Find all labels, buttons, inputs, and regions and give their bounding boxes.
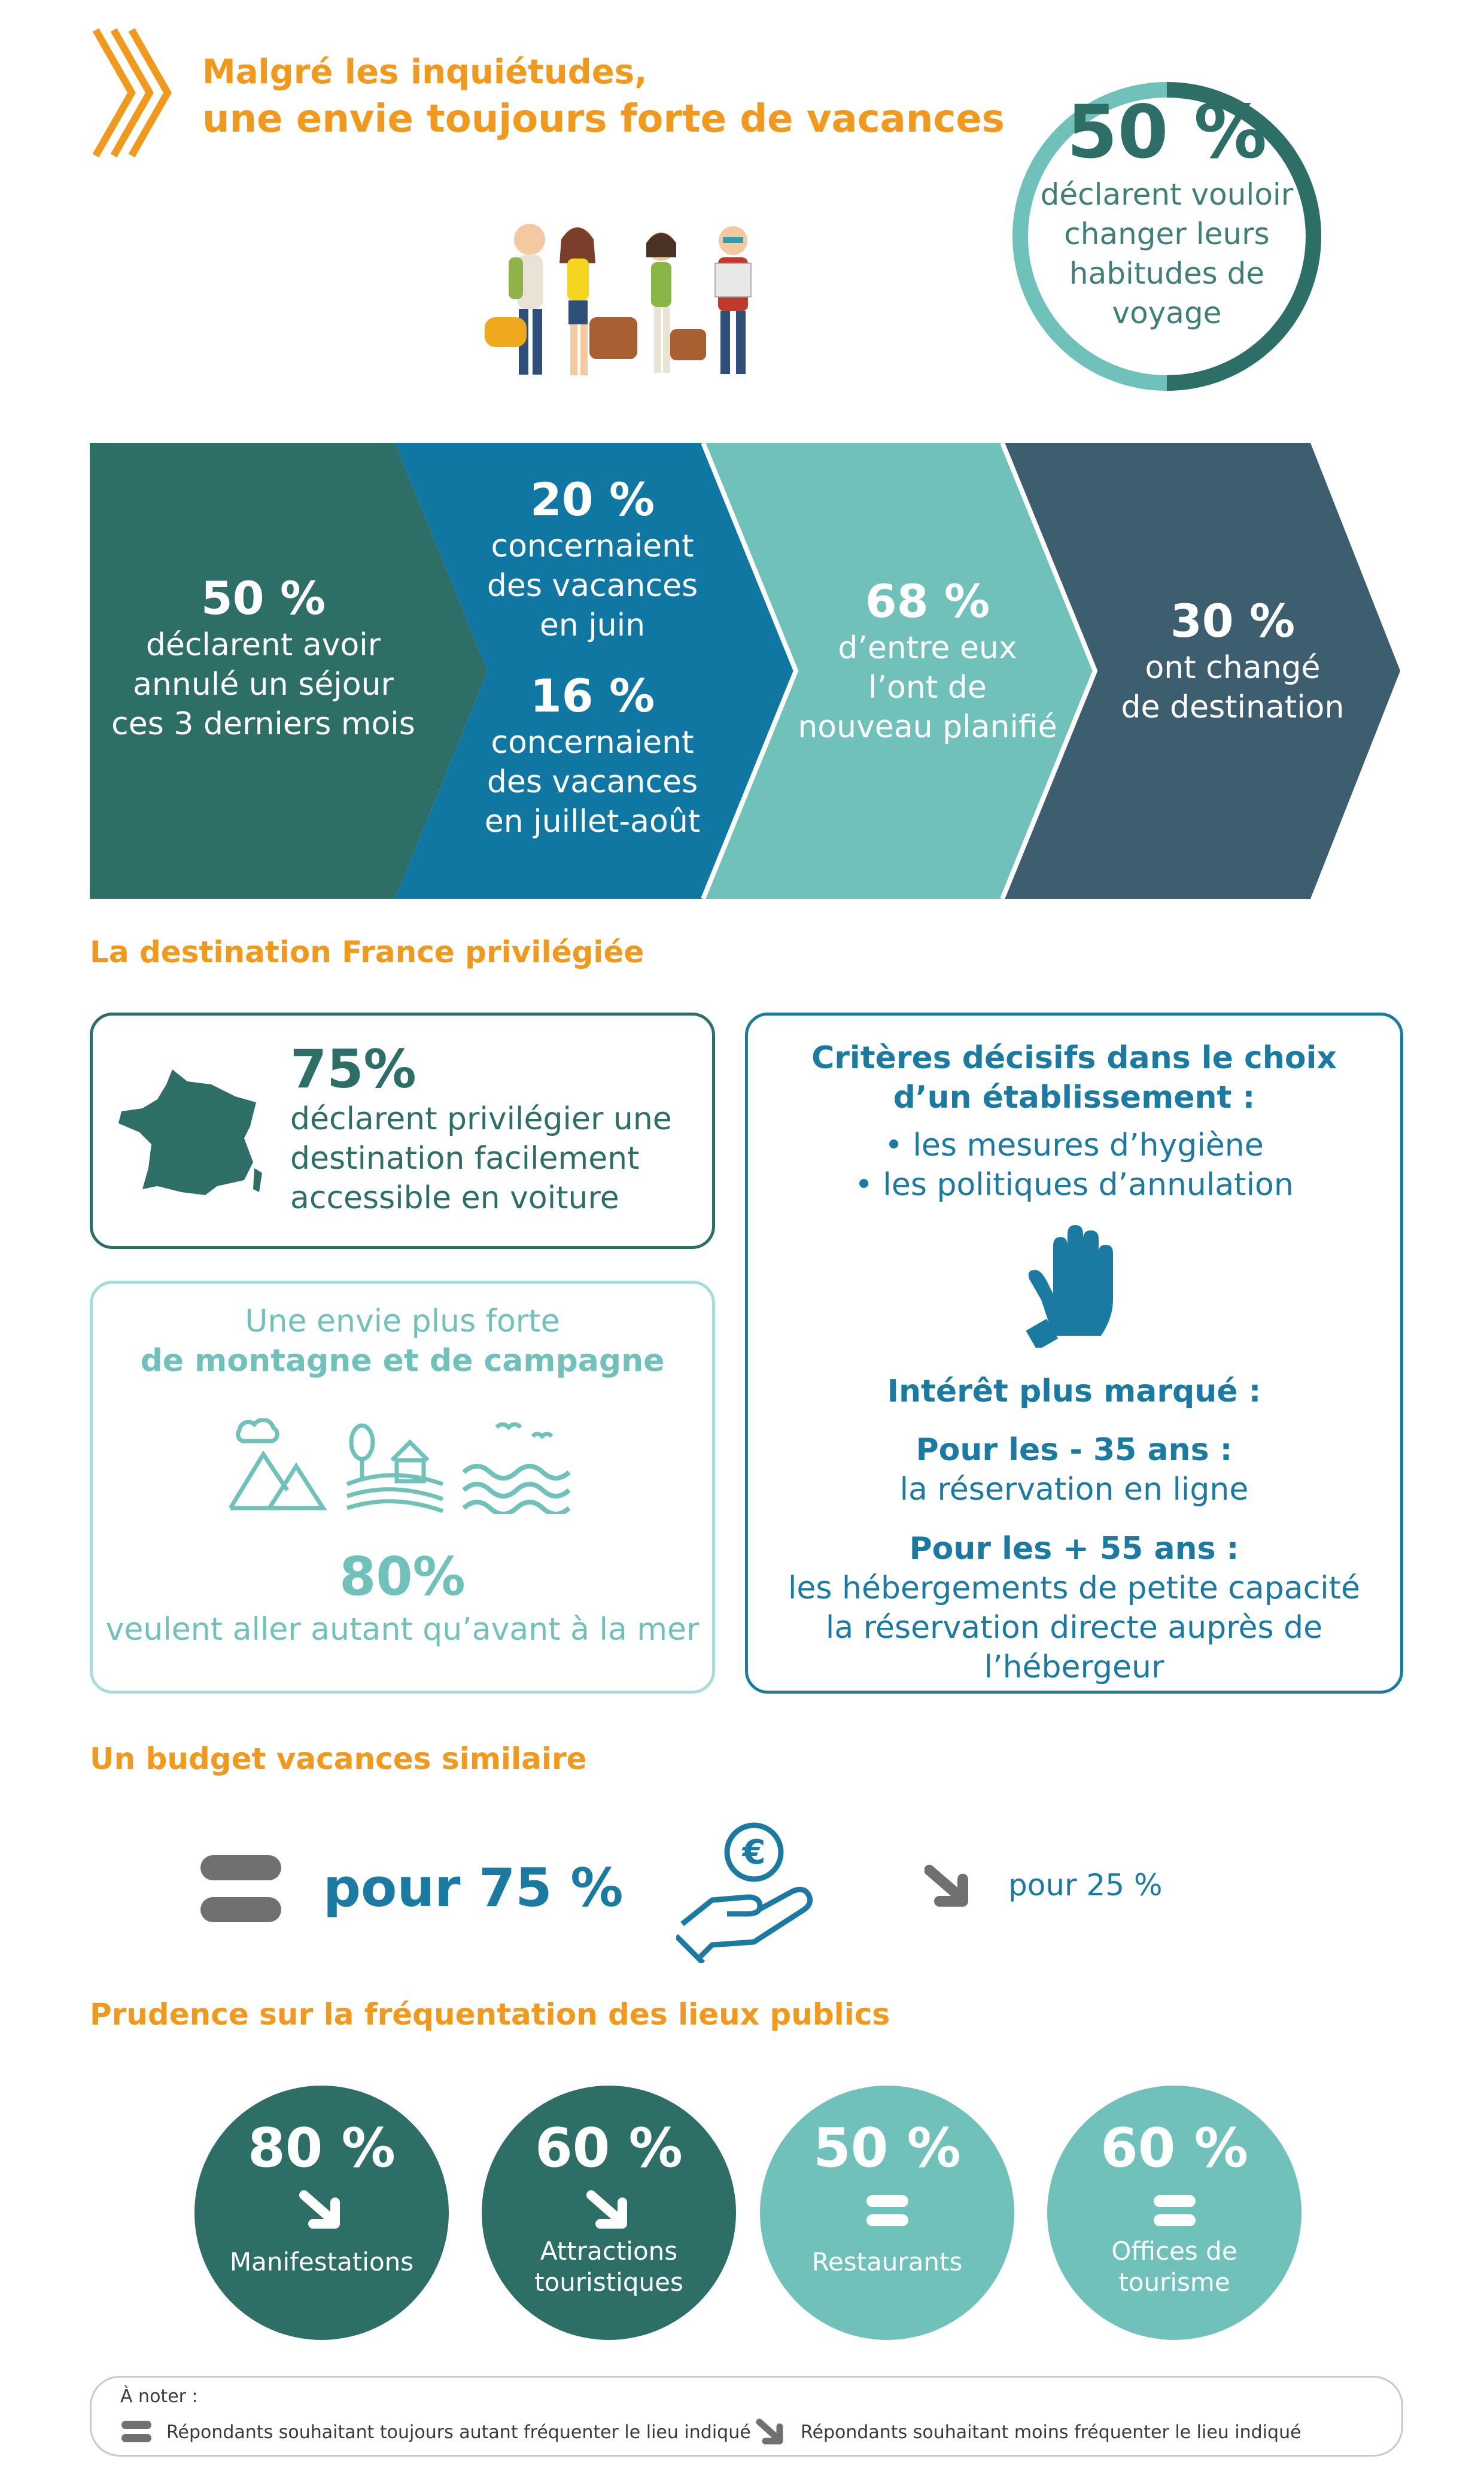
chevron2-line: concernaient	[491, 528, 694, 564]
budget-same-pct: pour 75 %	[323, 1857, 624, 1919]
budget-down-pct: pour 25 %	[1008, 1868, 1163, 1902]
note-down-label: Répondants souhaitant moins fréquenter le lieu indiqué	[801, 2422, 1301, 2443]
chevron2-line: en juillet-août	[484, 804, 701, 840]
equal-icon	[200, 1855, 281, 1924]
section-title-public: Prudence sur la fréquentation des lieux publics	[90, 1997, 890, 2032]
trend-down-arrow-icon	[925, 1864, 972, 1909]
chevron2-line: en juin	[539, 607, 646, 643]
car-line: destination facilement	[290, 1141, 640, 1177]
svg-text:€: €	[742, 1833, 766, 1872]
chevron-logo-icon	[90, 24, 174, 162]
sea-line: veulent aller autant qu’avant à la mer	[105, 1612, 700, 1648]
chevron3-line: d’entre eux	[838, 630, 1017, 666]
chevron2-line: des vacances	[486, 568, 698, 604]
glove-icon	[1017, 1222, 1137, 1348]
car-line: accessible en voiture	[290, 1180, 619, 1216]
money-hand-icon	[676, 1819, 820, 1963]
car-box	[90, 1013, 715, 1249]
senior-line: la réservation directe auprès de l’hébergeur	[825, 1610, 1323, 1685]
criteria-box	[745, 1013, 1403, 1694]
header-line1: Malgré les inquiétudes,	[202, 53, 647, 92]
ring-line: déclarent vouloir	[1040, 177, 1294, 212]
trend-down-arrow-icon	[756, 2418, 786, 2445]
criteria-title2: d’un établissement :	[893, 1080, 1255, 1116]
chevron3-line: nouveau planifié	[798, 709, 1057, 745]
nature-line1: Une envie plus forte	[245, 1303, 560, 1339]
public-pct: 50 %	[813, 2117, 961, 2180]
car-line: déclarent privilégier une	[290, 1101, 672, 1137]
chevron2-line: des vacances	[486, 764, 698, 800]
chevron1-pct: 50 %	[200, 572, 326, 625]
note-same-label: Répondants souhaitant toujours autant fréquenter le lieu indiqué	[166, 2422, 751, 2443]
equal-icon	[1151, 2189, 1199, 2231]
young-line: la réservation en ligne	[899, 1472, 1249, 1507]
ring-percentage: 50 %	[1066, 90, 1267, 175]
public-circle-restaurants	[760, 2086, 1014, 2340]
sea-pct: 80%	[339, 1546, 466, 1607]
criteria-title1: Critères décisifs dans le choix	[811, 1040, 1337, 1076]
chevron3-pct: 68 %	[865, 575, 990, 628]
nature-box	[90, 1281, 715, 1694]
interest-title: Intérêt plus marqué :	[887, 1373, 1261, 1409]
public-label: touristiques	[534, 2268, 683, 2297]
public-label: Restaurants	[811, 2247, 963, 2276]
sea-icon	[461, 1415, 571, 1514]
public-circle-attractions	[482, 2086, 736, 2340]
public-label: Manifestations	[229, 2247, 414, 2276]
chevron1-line: déclarent avoir	[145, 627, 381, 663]
ring-line: habitudes de	[1069, 256, 1265, 291]
public-circle-offices	[1047, 2086, 1301, 2340]
header-line2: une envie toujours forte de vacances	[202, 97, 1005, 141]
chevron4-pct: 30 %	[1170, 594, 1296, 648]
senior-title: Pour les + 55 ans :	[909, 1531, 1239, 1567]
note-title: À noter :	[120, 2386, 198, 2407]
trend-down-arrow-icon	[585, 2189, 633, 2231]
section-title-budget: Un budget vacances similaire	[90, 1741, 587, 1776]
car-pct: 75%	[290, 1038, 416, 1100]
nature-line2: de montagne et de campagne	[140, 1343, 665, 1379]
public-pct: 80 %	[248, 2117, 396, 2180]
public-label: Offices de	[1111, 2236, 1237, 2266]
chevron3-line: l’ont de	[868, 670, 987, 706]
public-label: tourisme	[1118, 2268, 1230, 2297]
trend-down-arrow-icon	[298, 2189, 346, 2231]
chevron4-line: ont changé	[1145, 650, 1321, 686]
public-circle-manifestations	[194, 2086, 449, 2340]
chevron1-line: ces 3 derniers mois	[111, 706, 415, 742]
mountain-icon	[227, 1418, 329, 1514]
travelers-illustration-icon	[473, 215, 784, 389]
france-map-icon	[115, 1066, 265, 1204]
chevron4-line: de destination	[1121, 689, 1345, 725]
ring-line: changer leurs	[1064, 217, 1270, 251]
young-title: Pour les - 35 ans :	[916, 1432, 1233, 1468]
criteria-item: • les politiques d’annulation	[854, 1167, 1294, 1203]
countryside-icon	[344, 1418, 446, 1514]
equal-icon	[121, 2420, 151, 2443]
section-title-france: La destination France privilégiée	[90, 935, 644, 969]
criteria-item: • les mesures d’hygiène	[884, 1127, 1264, 1163]
equal-icon	[863, 2189, 911, 2231]
chevron2-pct2: 16 %	[530, 669, 655, 722]
ring-line: voyage	[1112, 296, 1222, 330]
public-pct: 60 %	[535, 2117, 683, 2180]
public-label: Attractions	[540, 2236, 678, 2266]
chevron2-pct1: 20 %	[530, 473, 655, 526]
senior-line: les hébergements de petite capacité	[787, 1570, 1361, 1606]
chevron2-line: concernaient	[491, 725, 694, 761]
public-pct: 60 %	[1100, 2117, 1248, 2180]
legend-note	[90, 2376, 1403, 2457]
chevron1-line: annulé un séjour	[133, 667, 394, 703]
